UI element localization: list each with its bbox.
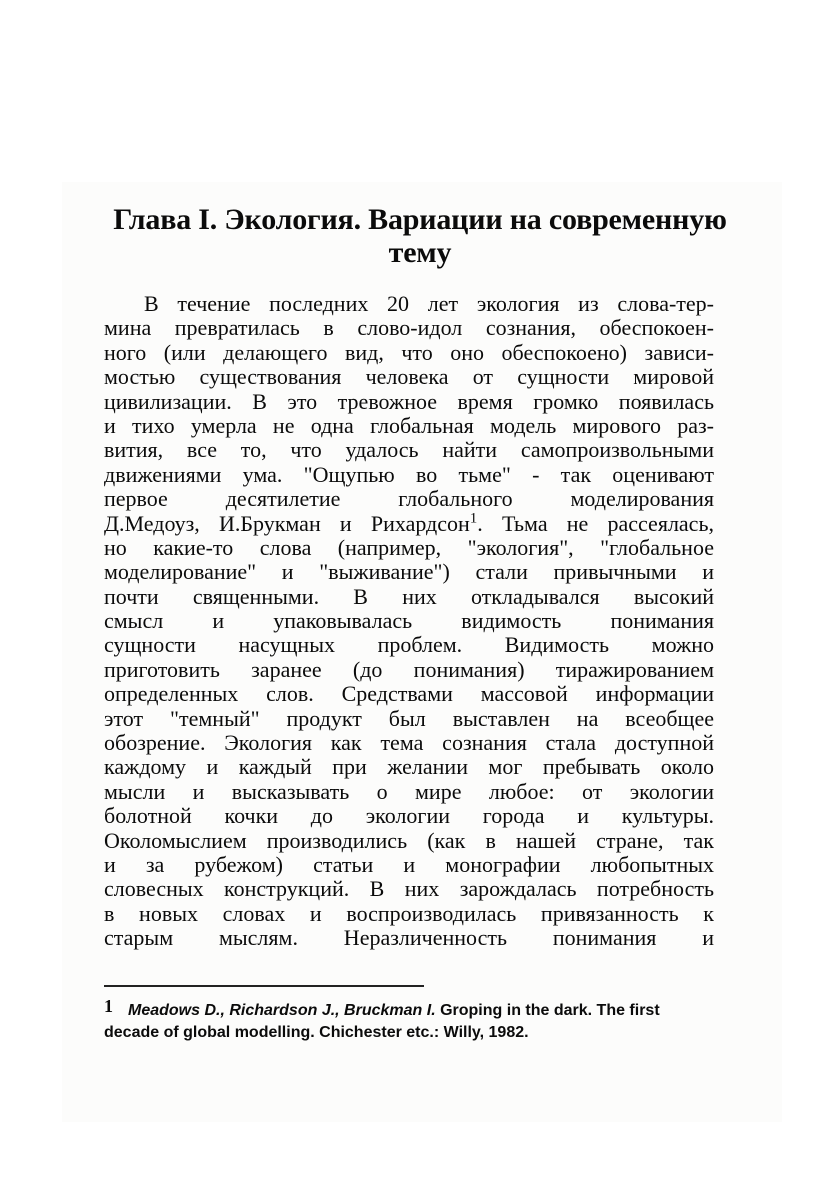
footnote-text: Groping in the dark. The first bbox=[435, 1002, 660, 1019]
body-line: вития, все то, что удалось найти самопроизвольными bbox=[104, 437, 714, 463]
body-line-text: Д.Медоуз, И.Брукман и Рихардсон bbox=[104, 510, 470, 536]
footnote-line: decade of global modelling. Chichester etc.: Willy, 1982. bbox=[104, 1024, 529, 1041]
footnote-separator bbox=[104, 985, 424, 987]
body-line: моделирование" и "выживание") стали привычными и bbox=[104, 559, 714, 585]
body-line: этот "темный" продукт был выставлен на всеобщее bbox=[104, 705, 714, 731]
body-line: мостью существования человека от сущности мировой bbox=[104, 364, 714, 390]
body-line: но какие-то слова (например, "экология", "глобальное bbox=[104, 534, 714, 560]
footnote-authors: Meadows D., Richardson J., Bruckman I. bbox=[128, 1002, 436, 1019]
body-line: мысли и высказывать о мире любое: от экологии bbox=[104, 778, 714, 804]
body-line: словесных конструкций. В них зарождалась потребность bbox=[104, 876, 714, 902]
body-line: ного (или делающего вид, что оно обеспокоено) зависи- bbox=[104, 339, 714, 365]
body-line: Околомыслием производились (как в нашей стране, так bbox=[104, 827, 714, 853]
chapter-title bbox=[100, 203, 740, 269]
body-line: и за рубежом) статьи и монографии любопытных bbox=[104, 851, 714, 877]
body-line: сущности насущных проблем. Видимость можно bbox=[104, 632, 714, 658]
body-line: движениями ума. "Ощупью во тьме" - так оценивают bbox=[104, 461, 714, 487]
body-line: смысл и упаковывалась видимость понимания bbox=[104, 608, 714, 634]
body-line: определенных слов. Средствами массовой информации bbox=[104, 681, 714, 707]
body-line-with-footnote-ref bbox=[104, 512, 714, 536]
footnote-reference[interactable]: 1 bbox=[469, 510, 478, 527]
body-line: и тихо умерла не одна глобальная модель мирового раз- bbox=[104, 412, 714, 438]
body-line: обозрение. Экология как тема сознания стала доступной bbox=[104, 730, 714, 756]
footnote-number: 1 bbox=[104, 996, 113, 1016]
body-line: приготовить заранее (до понимания) тиражированием bbox=[104, 656, 714, 682]
body-line: старым мыслям. Неразличенность понимания и bbox=[104, 925, 714, 951]
body-line: каждому и каждый при желании мог пребывать около bbox=[104, 754, 714, 780]
chapter-title-line-2: тему bbox=[388, 236, 452, 269]
body-line: болотной кочки до экологии города и культуры. bbox=[104, 803, 714, 829]
footnote-line bbox=[104, 1000, 716, 1022]
body-line: мина превратилась в слово-идол сознания, обеспокоен- bbox=[104, 315, 714, 341]
body-line: почти священными. В них откладывался высокий bbox=[104, 583, 714, 609]
body-line: цивилизации. В это тревожное время громко появилась bbox=[104, 388, 714, 414]
body-line-text: . Тьма не рассеялась, bbox=[477, 510, 714, 536]
body-line: в новых словах и воспроизводилась привязанность к bbox=[104, 900, 714, 926]
body-line: первое десятилетие глобального моделирования bbox=[104, 486, 714, 512]
footnote bbox=[104, 996, 716, 1044]
body-line: В течение последних 20 лет экология из слова-тер- bbox=[144, 291, 714, 316]
body-paragraph bbox=[104, 292, 714, 951]
chapter-title-line-1: Глава I. Экология. Вариации на современную bbox=[113, 203, 727, 236]
